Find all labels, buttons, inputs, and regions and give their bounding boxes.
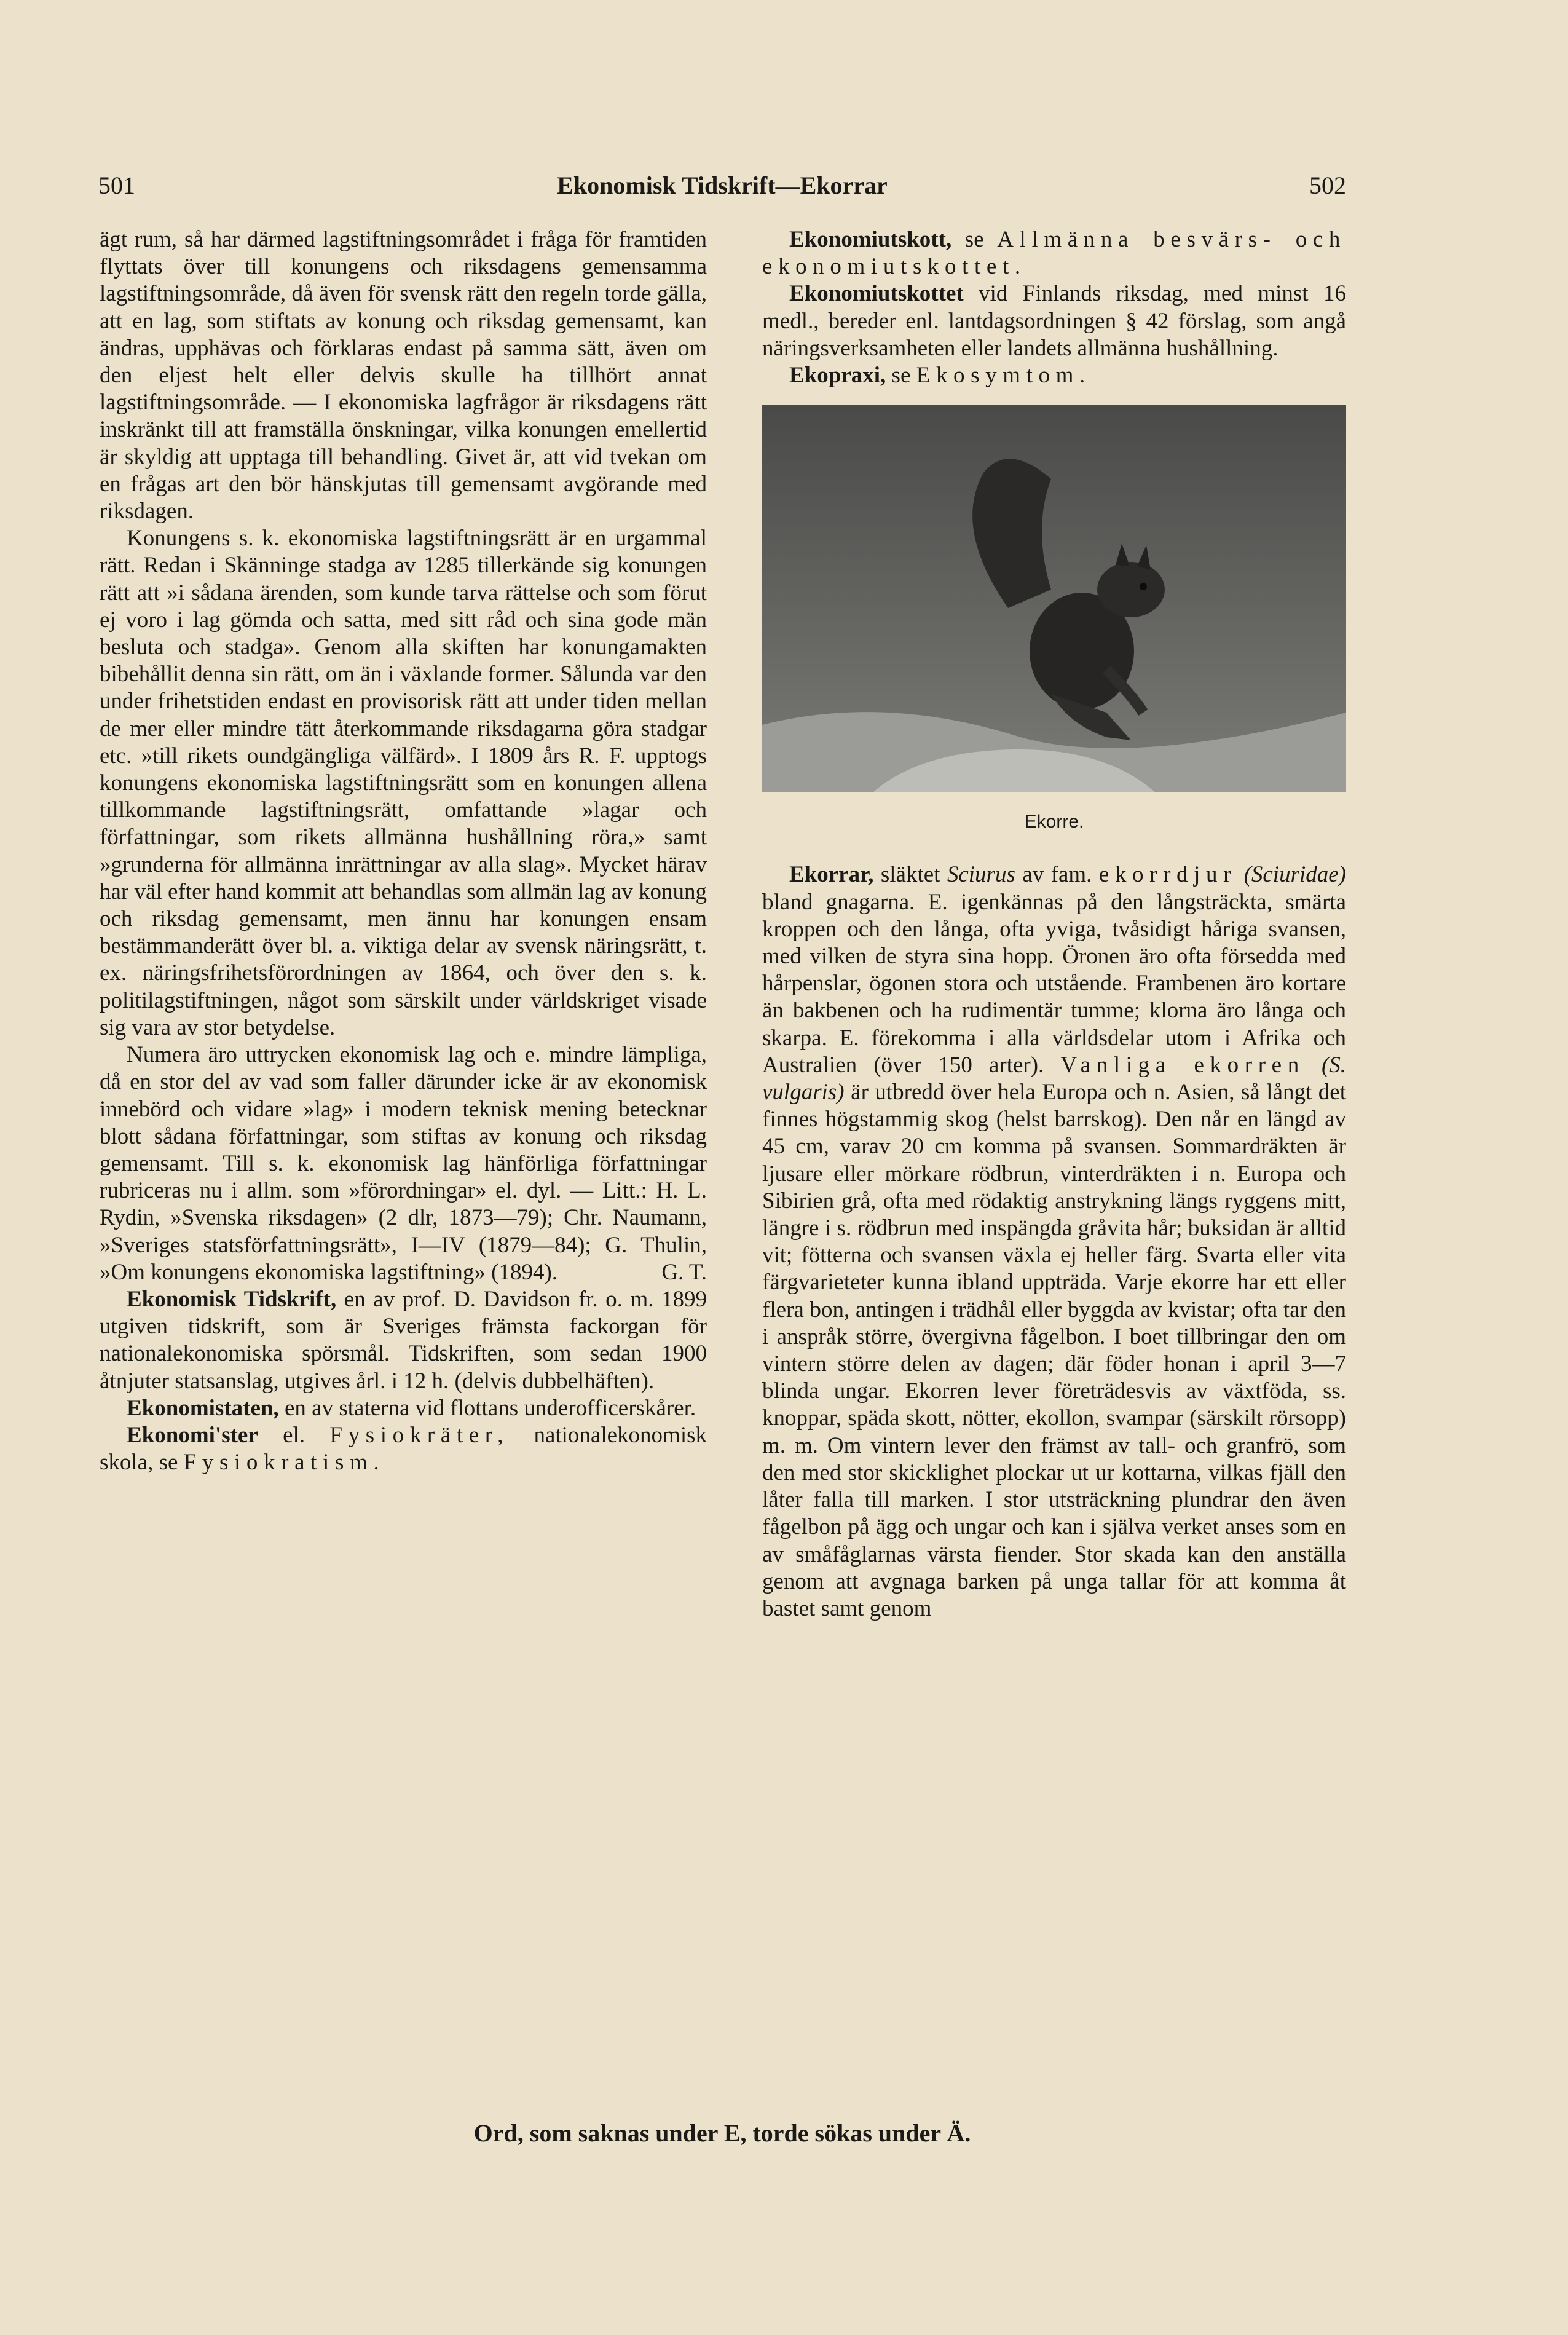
- entry-text: är utbredd över hela Europa och n. Asien, så långt det finnes högstammig skog (helst barrskog). Den når en längd av 45 cm, varav 20 cm komma på svansen. Sommardräkten är ljusare eller mörkare rödbrun, vinterdräkten i n. Europa och Sibirien grå, ofta med rödaktig anstrykning längs ryggens mitt, längre i s. rödbrun med inspängda gråvita hår; buksidan är alltid vit; fötterna och svansen växla ej heller färg. Svarta eller vita färgvarieteter kunna ibland uppträda. Varje ekorre har ett eller flera bon, antingen i trädhål eller byggda av kvistar; ofta tar den i anspråk större, övergivna fågelbon. I boet tillbringar den om vintern större delen av dagen; där föder honan i april 3—7 blinda ungar. Ekorren lever företrädesvis av växtföda, ss. knoppar, späda skott, nötter, ekollon, svampar (särskilt rörsopp) m. m. Om vintern lever den främst av tall- och granfrö, som den med stor skicklighet plockar ut ur kottarna, vilkas fjäll den låter falla till marken. I stor utsträckning plundrar den även fågelbon på ägg och ungar och kan i själva verket anses som en av småfåglarnas värsta fiender. Stor skada kan den anställa genom att avgnaga barken på unga tallar för att komma åt bastet samt genom: [762, 1080, 1347, 1621]
- right-column: [762, 226, 1346, 1622]
- entry-text: släktet: [880, 862, 940, 888]
- entry-headword: Ekorrar,: [789, 862, 874, 888]
- page-header: [98, 171, 1346, 208]
- entry-text: av fam.: [1022, 862, 1092, 888]
- entry-ekopraxi: [762, 362, 1346, 389]
- cross-reference: ekorrdjur: [1098, 862, 1237, 888]
- page-footer-note: Ord, som saknas under E, torde sökas under Ä.: [473, 2119, 971, 2147]
- entry-headword: Ekonomistaten,: [127, 1395, 279, 1421]
- entry-ekonomister: [100, 1422, 707, 1476]
- entry-ekonomisk-tidskrift: [100, 1286, 707, 1395]
- entry-headword: Ekonomi'ster: [127, 1422, 258, 1448]
- entry-headword: Ekopraxi,: [789, 363, 886, 389]
- entry-ekorrar: [762, 861, 1346, 1622]
- paragraph-text: Numera äro uttrycken ekonomisk lag och e. mindre lämpliga, då en stor del av vad som faller därunder icke är av ekonomisk innebörd och vidare »lag» i modern teknisk mening betecknar blott sådana författningar, som stiftas av konung och riksdag gemensamt. Till s. k. ekonomisk lag hänförliga författningar rubriceras nu i allm. som »förordningar» el. dyl. — Litt.: H. L. Rydin, »Svenska riksdagen» (2 dlr, 1873—79); Chr. Naumann, »Sveriges statsförfattningsrätt», I—IV (1879—84); G. Thulin, »Om konungens ekonomiska lagstiftning» (1894).: [100, 1042, 707, 1285]
- entry-ekonomiutskottet: [762, 280, 1346, 362]
- entry-text: el.: [283, 1422, 305, 1448]
- entry-text: bland gnagarna. E. igenkännas på den långsträckta, smärta kroppen och den långa, ofta yviga, tvåsidigt håriga svansen, med vilken de styra sina hopp. Öronen äro ofta försedda med hårpenslar, ögonen stora och utstående. Frambenen äro kortare än bakbenen och ha rudimentär tumme; klorna äro långa och skarpa. E. förekomma i alla världsdelar utom i Afrika och Australien (över 150 arter).: [762, 889, 1346, 1078]
- cross-reference: Allmänna besvärs- och ekonomiutskottet.: [762, 227, 1347, 280]
- left-column: [100, 226, 707, 1476]
- latin-name: (S. vulgaris): [762, 1052, 1347, 1105]
- entry-text: en av prof. D. Davidson fr. o. m. 1899 utgiven tidskrift, som är Sveriges främsta fackorgan för nationalekonomiska spörsmål. Tidskriften, som sedan 1900 åtnjuter statsanslag, utgives årl. i 12 h. (delvis dubbelhäften).: [100, 1286, 707, 1394]
- page-number-right: 502: [1309, 172, 1346, 199]
- entry-text: en av staterna vid flottans underofficerskårer.: [284, 1395, 696, 1421]
- entry-ekonomistaten: [100, 1395, 707, 1422]
- entry-text: vid Finlands riksdag, med minst 16 medl., bereder enl. lantdagsordningen § 42 förslag, som angå näringsverksamheten eller landets allmänna hushållning.: [762, 281, 1346, 361]
- latin-name: (Sciuridae): [1243, 862, 1347, 888]
- paragraph: ägt rum, så har därmed lagstiftningsområdet i fråga för framtiden flyttats över till konungens och riksdagens gemensamma lagstiftningsområde, då även för svensk rätt den regeln torde gälla, att en lag, som stiftats av konung och riksdag gemensamt, kan ändras, upphävas och förklaras endast på samma sätt, även om den eljest helt eller delvis skulle ha tillhört annat lagstiftningsområde. — I ekonomiska lagfrågor är riksdagens rätt inskränkt till att framställa önskningar, vilka konungen emellertid är skyldig att upptaga till behandling. Givet är, att vid tvekan om en frågas art den bör hänskjutas till gemensamt avgörande med riksdagen.: [100, 227, 707, 524]
- paragraph: [100, 1041, 707, 1286]
- squirrel-illustration: [762, 405, 1346, 792]
- species-name: Vanliga ekorren: [1060, 1052, 1305, 1078]
- entry-text: se: [891, 363, 911, 389]
- page-number-left: 501: [98, 172, 135, 199]
- cross-reference: Ekosymtom.: [916, 363, 1091, 389]
- entry-headword: Ekonomiutskott,: [789, 227, 952, 252]
- cross-reference: Fysiokräter,: [329, 1422, 510, 1448]
- running-title: Ekonomisk Tidskrift—Ekorrar: [557, 172, 888, 199]
- squirrel-photo: [762, 405, 1346, 792]
- cross-reference: Fysiokratism.: [183, 1450, 385, 1476]
- photo-caption: Ekorre.: [1024, 812, 1084, 832]
- author-signature: G. T.: [661, 1259, 707, 1285]
- entry-text: se: [964, 227, 984, 252]
- latin-name: Sciurus: [947, 862, 1015, 888]
- entry-text: nationalekonomisk skola, se: [100, 1422, 707, 1476]
- entry-ekonomiutskott: [762, 226, 1346, 280]
- entry-headword: Ekonomisk Tidskrift,: [127, 1286, 337, 1312]
- entry-headword: Ekonomiutskottet: [789, 281, 964, 307]
- paragraph: Konungens s. k. ekonomiska lagstiftningsrätt är en urgammal rätt. Redan i Skänninge stadga av 1285 tillerkände sig konungen rätt att »i sådana ärenden, som kunde tarva rättelse och som förut ej voro i lag gömda och satta, med sitt råd och sina gode män besluta och stadga». Genom alla skiften har konungamakten bibehållit denna sin rätt, om än i växlande former. Sålunda var den under frihetstiden endast en provisorisk rätt att under tiden mellan de mer eller mindre tätt återkommande riksdagarna göra stadgar etc. »till rikets oundgängliga välfärd». I 1809 års R. F. upptogs konungens ekonomiska lagstiftningsrätt som en konungen allena tillkommande lagstiftningsrätt, omfattande »lagar och författningar, som rikets allmänna hushållning röra,» samt »grunderna för allmänna inrättningar av alla slag». Mycket härav har väl efter hand kommit att behandlas som allmän lag av konung och riksdag gemensamt, men ännu har konungen ensam bestämmanderätt över bl. a. viktiga delar av svensk näringsrätt, t. ex. näringsfrihetsförordningen av 1864, och över den s. k. politilagstiftningen, något som särskilt under världskriget visade sig vara av stor betydelse.: [100, 526, 707, 1040]
